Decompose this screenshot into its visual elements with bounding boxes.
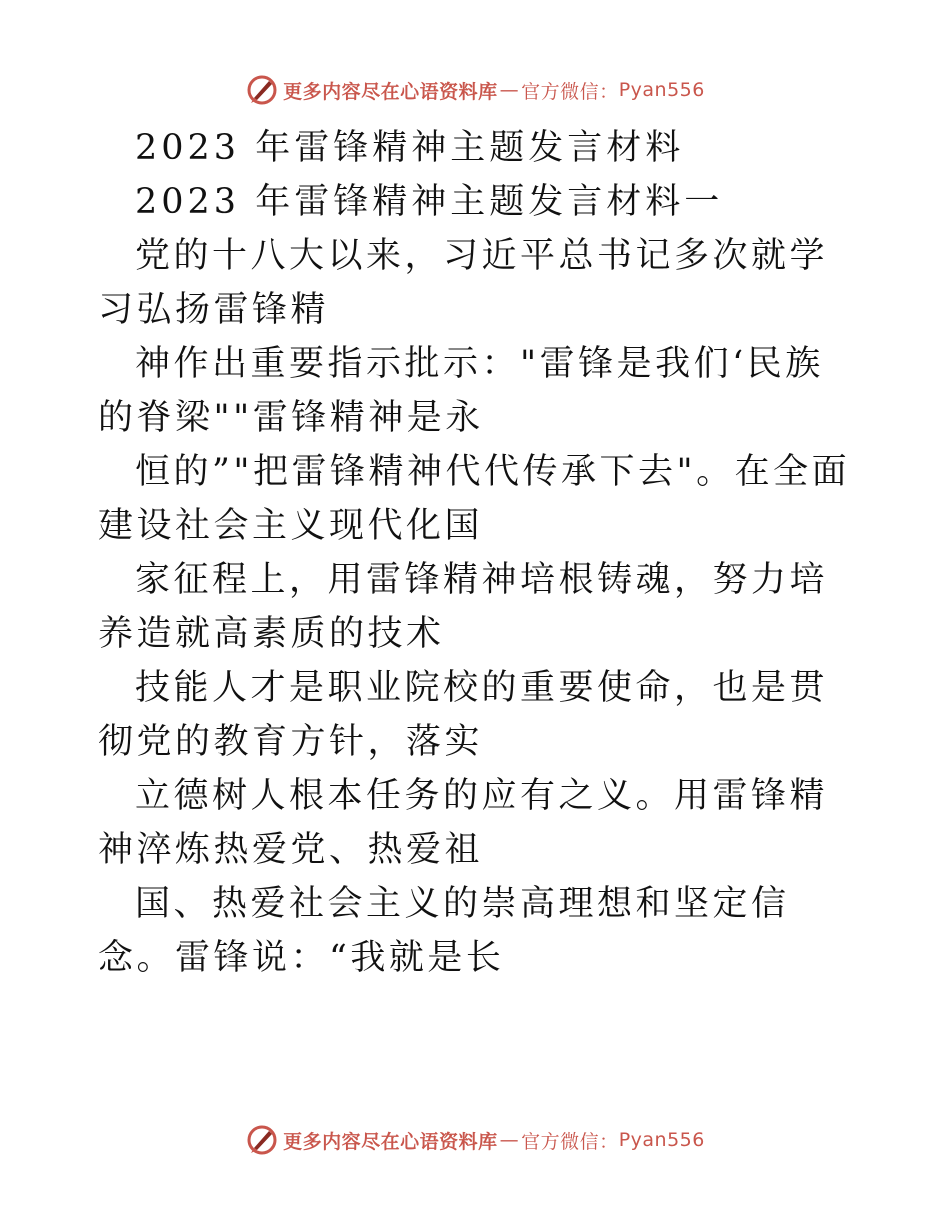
watermark-site-text: 更多内容尽在心语资料库 — [283, 80, 498, 103]
watermark-account-text: 官方微信： — [521, 1130, 619, 1153]
document-body — [98, 121, 858, 985]
paragraph: 家征程上，用雷锋精神培根铸魂，努力培养造就高素质的技术 — [98, 560, 829, 654]
paragraph: 立德树人根本任务的应有之义。用雷锋精神淬炼热爱党、热爱祖 — [98, 776, 829, 870]
paragraph: 党的十八大以来，习近平总书记多次就学习弘扬雷锋精 — [98, 236, 829, 330]
watermark-account-text: 官方微信： — [521, 80, 619, 103]
document-subtitle: 2023 年雷锋精神主题发言材料一 — [135, 182, 724, 222]
watermark-dash: — — [499, 79, 520, 101]
paragraph: 神作出重要指示批示："雷锋是我们‘民族的脊梁""雷锋精神是永 — [98, 344, 824, 438]
watermark-account-id: Pyan556 — [618, 1129, 705, 1151]
paragraph: 恒的”"把雷锋精神代代传承下去"。在全面建设社会主义现代化国 — [98, 452, 851, 546]
watermark-site-text: 更多内容尽在心语资料库 — [283, 1130, 498, 1153]
paragraph: 技能人才是职业院校的重要使命，也是贯彻党的教育方针，落实 — [98, 668, 829, 762]
footer-watermark — [0, 1120, 950, 1160]
quill-pen-circle-icon — [245, 1123, 279, 1157]
paragraph: 国、热爱社会主义的崇高理想和坚定信念。雷锋说：“我就是长 — [98, 884, 790, 978]
quill-pen-circle-icon — [245, 73, 279, 107]
header-watermark — [0, 70, 950, 110]
document-title: 2023 年雷锋精神主题发言材料 — [135, 128, 685, 168]
watermark-dash: — — [499, 1129, 520, 1151]
watermark-account-id: Pyan556 — [618, 79, 705, 101]
